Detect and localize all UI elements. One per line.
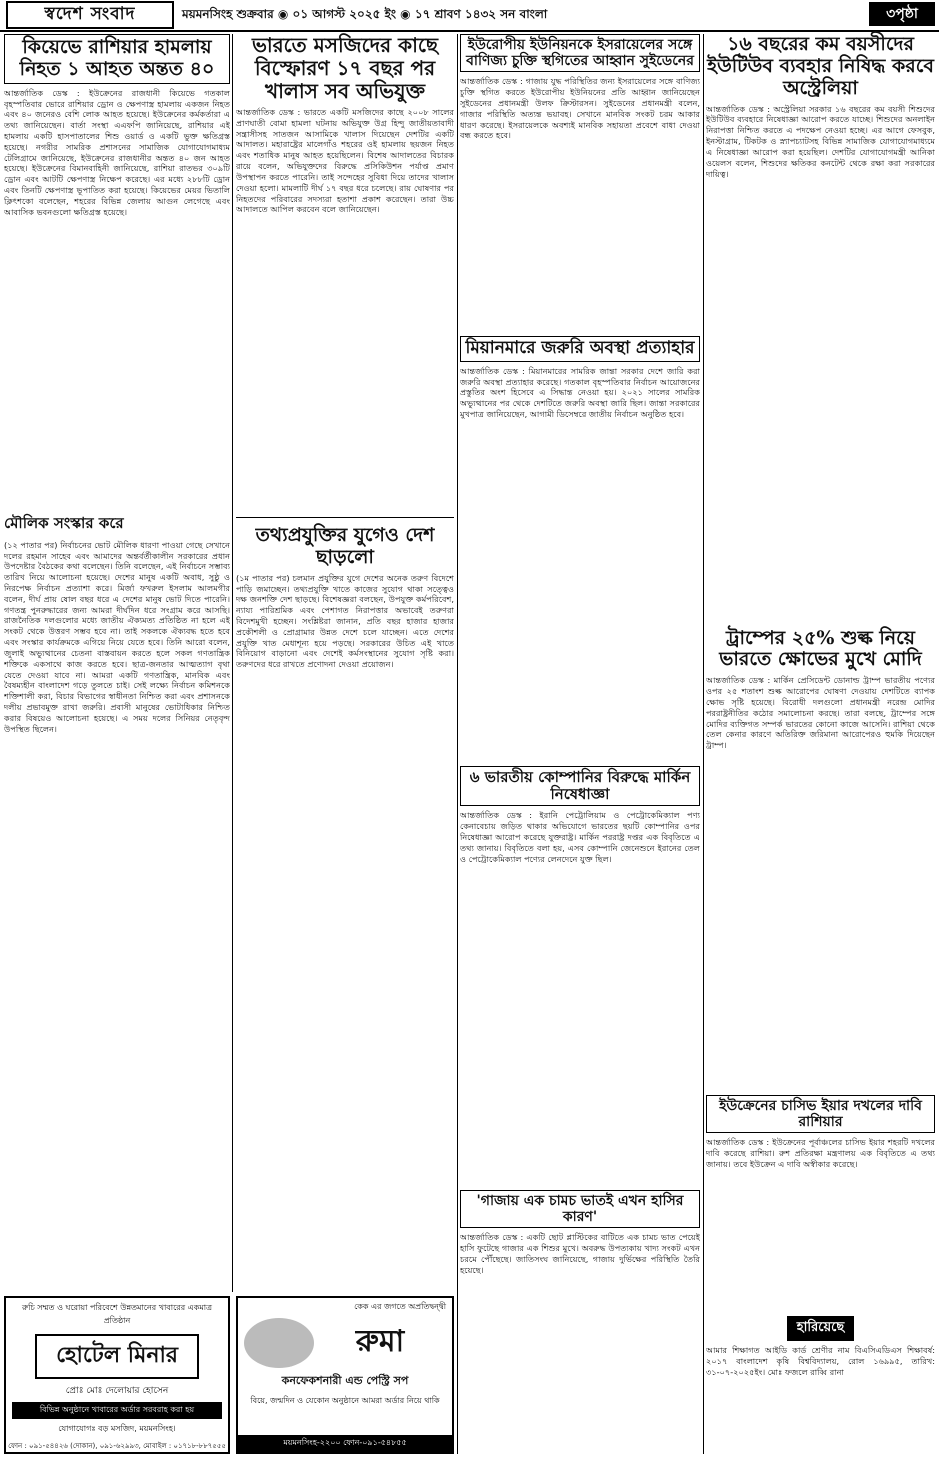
logo-text: স্বদেশ সংবাদ xyxy=(44,4,136,24)
article-reform-body: (১২ পাতার পর) নির্বাচনের ভোট মৌলিক ধারণা পাওয়া গেছে সেখানে দলের রহমান সাহেব এবং আমাদের অন্তর্বর্তীকালীন সরকারের প্রধান উপদেষ্টার বৈঠকের কথা বলেছেন। তিনি বলেছেন, এই নির্বাচনে সম্ভাব্য তারিখ নিয়ে আলোচনা হয়েছে। দেশের মানুষ একটি অবাধ, সুষ্ঠু ও নিরপেক্ষ নির্বাচন প্রত্যাশা করে। মির্জা ফখরুল ইসলাম আলমগীর বলেন, দীর্ঘ প্রায় ষোল বছর ধরে এ দেশের মানুষ ভোট দিতে পারেনি। গণতন্ত্র পুনরুদ্ধারের জন্য আমরা দীর্ঘদিন ধরে সংগ্রাম করে আসছি। রাজনৈতিক দলগুলোর মধ্যে জাতীয় ঐক্যমত্য প্রতিষ্ঠিত না হলে এই সংকট থেকে উত্তরণ সম্ভব হবে না। তাই সকলকে ঐক্যবদ্ধ হতে হবে এবং সংস্কার কার্যক্রমকে এগিয়ে নিয়ে যেতে হবে। তিনি আরো বলেন, জুলাই অভ্যুত্থানের চেতনা বাস্তবায়ন করতে হলে সকল গণতান্ত্রিক শক্তিকে একসাথে কাজ করতে হবে। ছাত্র-জনতার আত্মত্যাগ বৃথা যেতে দেওয়া যাবে না। আমরা একটি গণতান্ত্রিক, মানবিক এবং বৈষম্যহীন বাংলাদেশ গড়ে তুলতে চাই। সেই লক্ষ্যে নির্বাচন কমিশনকে শক্তিশালী করা, বিচার বিভাগের স্বাধীনতা নিশ্চিত করা এবং প্রশাসনকে দলীয় প্রভাবমুক্ত রাখা জরুরি। প্রবাসী মানুষের ভোটাধিকার নিশ্চিত করার বিষয়েও আলোচনা হয়েছে। এ সময় দলের সিনিয়র নেতৃবৃন্দ উপস্থিত ছিলেন। xyxy=(4,539,230,734)
article-india-body: আন্তর্জাতিক ডেস্ক : ভারতে একটি মসজিদের কাছে ২০০৮ সালের প্রাণঘাতী বোমা হামলা ঘটনায় অভিযুক্ত উগ্র হিন্দু জাতীয়তাবাদী সন্ত্রাসীসহ সাতজন আসামিকে খালাস দিয়েছেন দেশটির একটি আদালত। মহারাষ্ট্রের মালেগাঁও শহরের ওই হামলায় ছয়জন নিহত এবং শতাধিক মানুষ আহত হয়েছিলেন। বিশেষ আদালতের বিচারক রায়ে বলেন, অভিযুক্তদের বিরুদ্ধে প্রসিকিউশন পর্যাপ্ত প্রমাণ উপস্থাপন করতে পারেনি। তাই সন্দেহের সুবিধা দিয়ে তাদের খালাস দেওয়া হলো। মামলাটি দীর্ঘ ১৭ বছর ধরে চলেছে। রায় ঘোষণার পর নিহতদের পরিবারের সদস্যরা হতাশা প্রকাশ করেছেন। তারা উচ্চ আদালতে আপিল করবেন বলে জানিয়েছেন। xyxy=(236,107,454,215)
dateline: ময়মনসিংহ শুক্রবার ◉ ০১ আগস্ট ২০২৫ ইং ◉ ১৭ শ্রাবণ ১৪৩২ সন বাংলা xyxy=(182,7,548,21)
article-sweden-body: আন্তর্জাতিক ডেস্ক : গাজায় যুদ্ধ পরিস্থিতির জন্য ইসরায়েলের সঙ্গে বাণিজ্য চুক্তি স্থগিত করতে ইউরোপীয় ইউনিয়নের প্রতি আহ্বান জানিয়েছেন সুইডেনের প্রধানমন্ত্রী উলফ ক্রিস্টারসন। সুইডেনের প্রধানমন্ত্রী বলেন, গাজার পরিস্থিতি অত্যন্ত ভয়াবহ। সেখানে মানবিক সংকট চরম আকার ধারণ করেছে। ইসরায়েলকে অবশ্যই মানবিক সহায়তা প্রবেশে বাধা দেওয়া বন্ধ করতে হবে। xyxy=(460,76,700,141)
article-it-body: (১ম পাতার পর) চলমান প্রযুক্তির যুগে দেশের অনেক তরুণ বিদেশে পাড়ি জমাচ্ছেন। তথ্যপ্রযুক্তি খাতে কাজের সুযোগ থাকা সত্ত্বেও দক্ষ জনশক্তি দেশ ছাড়ছে। বিশেষজ্ঞরা বলছেন, উপযুক্ত কর্মপরিবেশ, ন্যায্য পারিশ্রমিক এবং পেশাগত নিরাপত্তার অভাবেই তরুণরা বিদেশমুখী হচ্ছেন। সংশ্লিষ্টরা জানান, প্রতি বছর হাজার হাজার প্রকৌশলী ও প্রোগ্রামার উন্নত দেশে চলে যাচ্ছেন। এতে দেশের প্রযুক্তি খাত মেধাশূন্য হয়ে পড়ছে। সরকারের উচিত এই খাতে বিনিয়োগ বাড়ানো এবং দেশেই কর্মসংস্থানের সুযোগ সৃষ্টি করা। তরুণদের ধরে রাখতে প্রণোদনা দেওয়া প্রয়োজন। xyxy=(236,572,454,670)
ad-ruma-address: ময়মনসিংহ-২২০০ ফোন-০৯১-৫৪৮৫৫ xyxy=(238,1435,452,1452)
ad-hotel-owner: প্রোঃ মোঃ দেলোয়ার হোসেন xyxy=(65,1386,169,1396)
headline-kyiv: কিয়েভে রাশিয়ার হামলায় নিহত ১ আহত অন্তত ৪০ xyxy=(4,34,230,84)
article-kyiv-body: আন্তর্জাতিক ডেস্ক : ইউক্রেনের রাজধানী কিয়েভে গতকাল বৃহস্পতিবার ভোরে রাশিয়ার ড্রোন ও ক্ষেপণাস্ত্র হামলায় একজন নিহত এবং ৪০ জনেরও বেশি লোক আহত হয়েছে। ইউক্রেনের কর্মকর্তারা এ তথ্য জানিয়েছেন। বার্তা সংস্থা এএফপি জানিয়েছে, রাশিয়ার এই হামলায় একটি হাসপাতালের শিশু ওয়ার্ড ও একটি ভুক্ত ক্ষতিগ্রস্ত হয়েছে। নগরীর সামরিক প্রশাসনের সামাজিক যোগাযোগমাধ্যম টেলিগ্রামে জানিয়েছে, ইউক্রেনের রাজধানীর অন্তত ৪০ জন আহত হয়েছে। ইউক্রেনের বিমানবাহিনী জানিয়েছে, রাশিয়া রাতভর ৩০৯টি ড্রোন এবং আটটি ক্ষেপণাস্ত্র নিক্ষেপ করেছে। এর মধ্যে ২৮৮টি ড্রোন এবং তিনটি ক্ষেপণাস্ত্র ভূপাতিত করা হয়েছে। কিয়েভের মেয়র ভিতালি ক্লিৎশকো বলেছেন, শহরের বিভিন্ন জেলায় আগুন লেগেছে এবং আবাসিক ভবনগুলো ক্ষতিগ্রস্ত হয়েছে। xyxy=(4,87,230,217)
ad-ruma-confectionery xyxy=(236,1296,454,1454)
article-sanctions-body: আন্তর্জাতিক ডেস্ক : ইরানি পেট্রোলিয়াম ও পেট্রোকেমিক্যাল পণ্য কেনাবেচায় জড়িত থাকার অভিযোগে ভারতের ছয়টি কোম্পানির ওপর নিষেধাজ্ঞা আরোপ করেছে যুক্তরাষ্ট্র। মার্কিন পররাষ্ট্র দপ্তর এক বিবৃতিতে এ তথ্য জানায়। বিবৃতিতে বলা হয়, এসব কোম্পানি জেনেশুনে ইরানের তেল ও পেট্রোকেমিক্যাল পণ্যের লেনদেনে যুক্ত ছিল। xyxy=(460,810,700,864)
cake-image xyxy=(244,1318,314,1368)
article-myanmar-body: আন্তর্জাতিক ডেস্ক : মিয়ানমারের সামরিক জান্তা সরকার দেশে জারি করা জরুরি অবস্থা প্রত্যাহার করেছে। গতকাল বৃহস্পতিবার নির্বাচন আয়োজনের প্রস্তুতির অংশ হিসেবে এ সিদ্ধান্ত নেওয়া হয়। ২০২১ সালের সামরিক অভ্যুত্থানের পর থেকে দেশটিতে জরুরি অবস্থা জারি ছিল। জান্তা সরকারের মুখপাত্র জানিয়েছেন, আগামী ডিসেম্বরে জাতীয় নির্বাচন অনুষ্ঠিত হবে। xyxy=(460,365,700,420)
headline-india-mosque: ভারতে মসজিদের কাছে বিস্ফোরণ ১৭ বছর পর খালাস সব অভিযুক্ত xyxy=(251,33,439,103)
headline-gaza: 'গাজায় এক চামচ ভাতই এখন হাসির কারণ' xyxy=(460,1190,700,1228)
article-australia-body: আন্তর্জাতিক ডেস্ক : অস্ট্রেলিয়া সরকার ১৬ বছরের কম বয়সী শিশুদের ইউটিউব ব্যবহারে নিষেধাজ্ঞা আরোপ করতে যাচ্ছে। শিশুদের অনলাইন নিরাপত্তা নিশ্চিত করতে এ পদক্ষেপ নেওয়া হচ্ছে। এর আগে ফেসবুক, ইনস্টাগ্রাম, টিকটক ও স্ন্যাপচ্যাটসহ বিভিন্ন সামাজিক যোগাযোগমাধ্যমে এ নিষেধাজ্ঞা আরোপ করা হয়েছিল। দেশটির যোগাযোগমন্ত্রী আনিকা ওয়েলস বলেন, শিশুদের ক্ষতিকর কনটেন্ট থেকে রক্ষা করা সরকারের দায়িত্ব। xyxy=(706,103,935,179)
column-1 xyxy=(4,34,230,1292)
ad-hotel-tagline: রুচি সম্মত ও ঘরোয়া পরিবেশে উন্নতমানের খাবারের একমাত্র প্রতিষ্ঠান xyxy=(22,1303,212,1325)
ad-hotel-address: যোগাযোগঃ বড় মসজিদ, ময়মনসিংহ। xyxy=(58,1424,176,1433)
article-chasiv-body: আন্তর্জাতিক ডেস্ক : ইউক্রেনের পূর্বাঞ্চলের চাসিভ ইয়ার শহরটি দখলের দাবি করেছে রাশিয়া। রুশ প্রতিরক্ষা মন্ত্রণালয় এক বিবৃতিতে এ তথ্য জানায়। তবে ইউক্রেন এ দাবি অস্বীকার করেছে। xyxy=(706,1137,935,1170)
subhead-reform: মৌলিক সংস্কার করে xyxy=(4,513,124,532)
page-number: ৩পৃষ্ঠা xyxy=(869,2,935,26)
ad-ruma-quote: বিয়ে, জন্মদিন ও যেকোন অনুষ্ঠানে আমরা অর্ডার নিয়ে থাকি xyxy=(250,1396,440,1405)
lost-notice-body: আমার শিক্ষাগত আইডি কার্ড শ্রেণীর নাম বিএসিএডিএস শিক্ষাবর্ষ: ২০১৭ বাংলাদেশ কৃষি বিশ্ববিদ্যালয়, রোল ১৬৯৯৫, তারিখ: ৩১-০৭-২০২৫ইং। মোঃ ফজলে রাব্বি রানা xyxy=(706,1345,935,1378)
headline-trump-tariff: ট্রাম্পের ২৫% শুল্ক নিয়ে ভারতে ক্ষোভের মুখে মোদি xyxy=(719,626,922,671)
ad-ruma-tagline: কেক এর জগতে অপ্রতিদ্বন্দ্বী xyxy=(354,1302,446,1311)
ad-hotel-phone: ফোন : ০৯১-৫৪৪২৬ (দোকান), ০৯১-৬২৯৯৩, মোবাইল : ০১৭১৮-৮৮৭৫৫৫ xyxy=(8,1442,226,1450)
headline-australia: ১৬ বছরের কম বয়সীদের ইউটিউব ব্যবহার নিষিদ্ধ করবে অস্ট্রেলিয়া xyxy=(707,33,934,99)
masthead xyxy=(0,0,939,32)
ad-hotel-name: হোটেল মিনার xyxy=(35,1334,199,1379)
headline-it-era: তথ্যপ্রযুক্তির যুগেও দেশ ছাড়লো xyxy=(255,524,435,568)
headline-chasiv-yar: ইউক্রেনের চাসিভ ইয়ার দখলের দাবি রাশিয়ার xyxy=(706,1095,935,1133)
headline-myanmar: মিয়ানমারে জরুরি অবস্থা প্রত্যাহার xyxy=(460,336,700,362)
article-tariff-body: আন্তর্জাতিক ডেস্ক : মার্কিন প্রেসিডেন্ট ডোনাল্ড ট্রাম্প ভারতীয় পণ্যের ওপর ২৫ শতাংশ শুল্ক আরোপের ঘোষণা দেওয়ায় দেশটিতে ব্যাপক ক্ষোভ সৃষ্টি হয়েছে। বিরোধী দলগুলো প্রধানমন্ত্রী নরেন্দ্র মোদির পররাষ্ট্রনীতির কঠোর সমালোচনা করছে। তারা বলছে, ট্রাম্পের সঙ্গে মোদির ব্যক্তিগত সম্পর্ক ভারতের কোনো কাজে আসেনি। রাশিয়া থেকে তেল কেনার কারণে অতিরিক্ত জরিমানা আরোপেরও হুমকি দিয়েছেন ট্রাম্প। xyxy=(706,675,935,751)
headline-sweden: ইউরোপীয় ইউনিয়নকে ইসরায়েলের সঙ্গে বাণিজ্য চুক্তি স্থগিতের আহ্বান সুইডেনের xyxy=(460,34,700,72)
newspaper-logo xyxy=(6,1,174,29)
article-gaza-body: আন্তর্জাতিক ডেস্ক : একটি ছোট প্লাস্টিকের বাটিতে এক চামচ ভাত পেয়েই হাসি ফুটেছে গাজার এক শিশুর মুখে। অবরুদ্ধ উপত্যকায় খাদ্য সংকট এখন চরমে পৌঁছেছে। জাতিসংঘ জানিয়েছে, গাজায় দুর্ভিক্ষের পরিস্থিতি তৈরি হয়েছে। xyxy=(460,1232,700,1275)
column-2 xyxy=(236,34,454,1292)
ad-ruma-sub: কনফেকশনারী এন্ড পেস্ট্রি সপ xyxy=(281,1374,409,1387)
ad-ruma-name: রুমা xyxy=(355,1324,405,1359)
lost-title: হারিয়েছে xyxy=(787,1316,854,1341)
ad-hotel-order: বিভিন্ন অনুষ্ঠানে খাবারের অর্ডার সরবরাহ করা হয় xyxy=(12,1402,222,1419)
ad-hotel-minar xyxy=(4,1296,230,1454)
headline-sanctions: ৬ ভারতীয় কোম্পানির বিরুদ্ধে মার্কিন নিষেধাজ্ঞা xyxy=(460,766,700,807)
column-3 xyxy=(460,34,700,1454)
column-4 xyxy=(706,34,935,1454)
lost-notice xyxy=(706,1316,935,1341)
